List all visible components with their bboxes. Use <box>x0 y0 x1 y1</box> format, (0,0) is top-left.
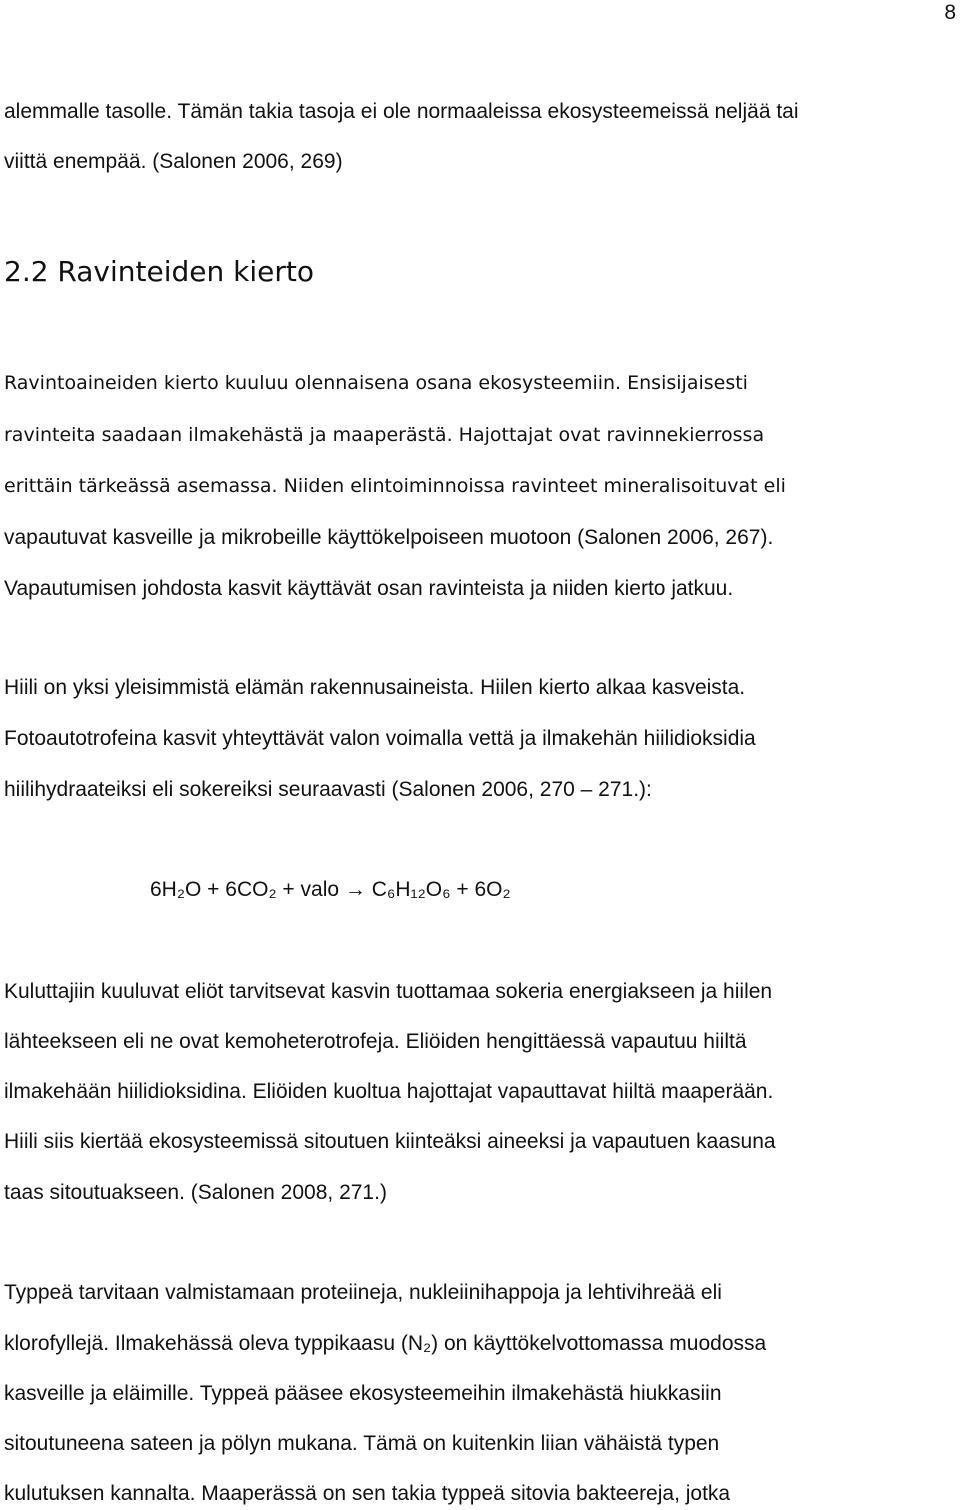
paragraph2-line-1: Hiili on yksi yleisimmistä elämän rakennusaineista. Hiilen kierto alkaa kasveista. <box>4 676 746 699</box>
paragraph3-line-1: Kuluttajiin kuuluvat eliöt tarvitsevat kasvin tuottamaa sokeria energiakseen ja hiilen <box>4 980 773 1003</box>
paragraph2-line-3: hiilihydraateiksi eli sokereiksi seuraavasti (Salonen 2006, 270 – 271.): <box>4 778 652 801</box>
paragraph1-line-3: erittäin tärkeässä asemassa. Niiden elintoiminnoissa ravinteet mineralisoituvat eli <box>4 475 786 497</box>
paragraph3-line-4: Hiili siis kiertää ekosysteemissä sitoutuen kiinteäksi aineeksi ja vapautuen kaasuna <box>4 1130 776 1153</box>
section-heading: 2.2 Ravinteiden kierto <box>4 255 314 288</box>
paragraph4-line-4: sitoutuneena sateen ja pölyn mukana. Tämä on kuitenkin liian vähäistä typen <box>4 1432 720 1455</box>
paragraph3-line-5: taas sitoutuakseen. (Salonen 2008, 271.) <box>4 1181 387 1204</box>
photosynthesis-formula: 6H₂O + 6CO₂ + valo → C₆H₁₂O₆ + 6O₂ <box>150 878 511 901</box>
paragraph4-line-2: klorofyllejä. Ilmakehässä oleva typpikaasu (N₂) on käyttökelvottomassa muodossa <box>4 1332 767 1355</box>
intro-line-1: alemmalle tasolle. Tämän takia tasoja ei ole normaaleissa ekosysteemeissä neljää tai <box>4 100 799 123</box>
page-number: 8 <box>944 1 956 24</box>
paragraph2-line-2: Fotoautotrofeina kasvit yhteyttävät valon voimalla vettä ja ilmakehän hiilidioksidia <box>4 727 756 750</box>
paragraph4-line-1: Typpeä tarvitaan valmistamaan proteiineja, nukleiinihappoja ja lehtivihreää eli <box>4 1281 722 1304</box>
paragraph3-line-3: ilmakehään hiilidioksidina. Eliöiden kuoltua hajottajat vapauttavat hiiltä maaperään. <box>4 1080 774 1103</box>
intro-line-2: viittä enempää. (Salonen 2006, 269) <box>4 150 343 173</box>
paragraph1-line-4: vapautuvat kasveille ja mikrobeille käyttökelpoiseen muotoon (Salonen 2006, 267). <box>4 526 774 549</box>
paragraph1-line-2: ravinteita saadaan ilmakehästä ja maaperästä. Hajottajat ovat ravinnekierrossa <box>4 424 765 446</box>
paragraph1-line-5: Vapautumisen johdosta kasvit käyttävät osan ravinteista ja niiden kierto jatkuu. <box>4 577 734 600</box>
paragraph3-line-2: lähteekseen eli ne ovat kemoheterotrofeja. Eliöiden hengittäessä vapautuu hiiltä <box>4 1030 747 1053</box>
paragraph4-line-3: kasveille ja eläimille. Typpeä pääsee ekosysteemeihin ilmakehästä hiukkasiin <box>4 1382 722 1405</box>
paragraph4-line-5: kulutuksen kannalta. Maaperässä on sen takia typpeä sitovia bakteereja, jotka <box>4 1482 731 1505</box>
paragraph1-line-1: Ravintoaineiden kierto kuuluu olennaisena osana ekosysteemiin. Ensisijaisesti <box>4 372 748 394</box>
